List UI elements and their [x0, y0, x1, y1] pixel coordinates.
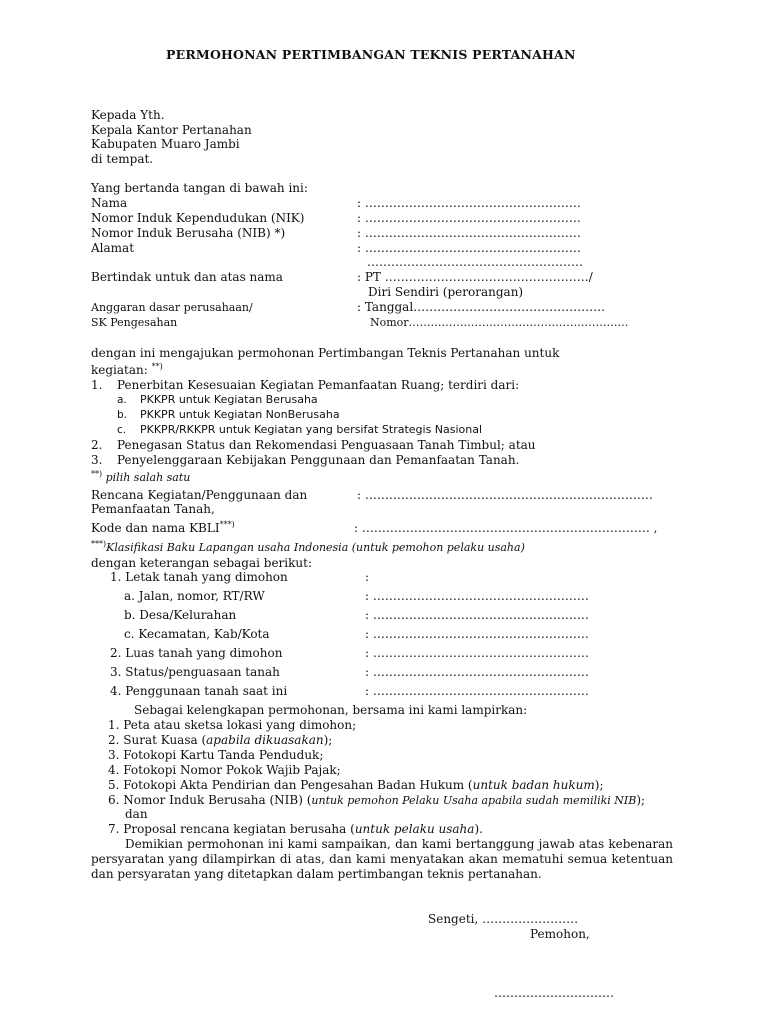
- attachments-intro: Sebagai kelengkapan permohonan, bersama ini kami lampirkan:: [134, 703, 528, 717]
- request-footnote-mark: **): [151, 362, 163, 371]
- field-label-alamat: Alamat: [91, 241, 135, 255]
- field-label-nama: Nama: [91, 196, 128, 210]
- request-subitem-c-text: PKKPR/RKKPR untuk Kegiatan yang bersifat Strategis Nasional: [140, 423, 483, 436]
- request-text-line-1: dengan ini mengajukan permohonan Pertimbangan Teknis Pertanahan untuk: [91, 346, 560, 360]
- detail-value-current-use: : ………………………………………………: [365, 684, 589, 698]
- field-value-nik: : ………………………………………………: [357, 211, 581, 225]
- plan-value: : ………………………………………………………………: [357, 488, 653, 502]
- request-footnote: **) pilih salah satu: [91, 469, 191, 484]
- document-title: PERMOHONAN PERTIMBANGAN TEKNIS PERTANAHAN: [166, 47, 576, 62]
- request-footnote-note-mark: **): [91, 469, 103, 479]
- recipient-line-1: Kepada Yth.: [91, 108, 165, 122]
- request-item-2-text: Penegasan Status dan Rekomendasi Penguasaan Tanah Timbul; atau: [117, 438, 536, 452]
- attachment-item-5: 5. Fotokopi Akta Pendirian dan Pengesahan Badan Hukum (untuk badan hukum);: [108, 778, 604, 792]
- attachment-item-2: 2. Surat Kuasa (apabila dikuasakan);: [108, 733, 333, 747]
- request-subitem-c-letter: c.: [117, 424, 127, 436]
- detail-label-village: b. Desa/Kelurahan: [124, 608, 237, 622]
- field-value-alamat: : ………………………………………………: [357, 241, 581, 255]
- signature-place-date: Sengeti, ……………………: [428, 912, 579, 926]
- signature-line: …………………………: [494, 986, 614, 1000]
- attachment-item-1: 1. Peta atau sketsa lokasi yang dimohon;: [108, 718, 357, 732]
- request-subitem-a-text: PKKPR untuk Kegiatan Berusaha: [140, 393, 318, 406]
- deed-label-1: Anggaran dasar perusahaan/: [91, 301, 253, 314]
- request-text-line-2: kegiatan: **): [91, 362, 163, 377]
- request-item-3-number: 3.: [91, 453, 103, 467]
- recipient-line-4: di tempat.: [91, 152, 154, 166]
- detail-label-status: 3. Status/penguasaan tanah: [110, 665, 280, 679]
- signature-role: Pemohon,: [530, 927, 590, 941]
- detail-value-district: : ………………………………………………: [365, 627, 589, 641]
- request-item-2-number: 2.: [91, 438, 103, 452]
- detail-label-location: 1. Letak tanah yang dimohon: [110, 570, 288, 584]
- acting-value: : PT ……………………………………………/: [357, 270, 593, 284]
- request-subitem-a-letter: a.: [117, 394, 127, 406]
- detail-label-current-use: 4. Penggunaan tanah saat ini: [110, 684, 288, 698]
- kbli-footnote-note-mark: ***): [91, 539, 107, 549]
- plan-label-line-2: Pemanfaatan Tanah,: [91, 502, 215, 516]
- detail-value-street: : ………………………………………………: [365, 589, 589, 603]
- request-subitem-b-text: PKKPR untuk Kegiatan NonBerusaha: [140, 408, 340, 421]
- attachment-item-4: 4. Fotokopi Nomor Pokok Wajib Pajak;: [108, 763, 341, 777]
- detail-value-location: :: [365, 570, 370, 584]
- kbli-label: Kode dan nama KBLI***): [91, 520, 235, 535]
- kbli-footnote: ***)Klasifikasi Baku Lapangan usaha Indonesia (untuk pemohon pelaku usaha): [91, 539, 525, 554]
- detail-label-street: a. Jalan, nomor, RT/RW: [124, 589, 265, 603]
- kbli-footnote-mark: ***): [219, 520, 235, 529]
- request-item-1-number: 1.: [91, 378, 103, 392]
- field-value-nib: : ………………………………………………: [357, 226, 581, 240]
- detail-value-village: : ………………………………………………: [365, 608, 589, 622]
- attachment-item-6-continued: dan: [125, 807, 148, 821]
- field-value-alamat-continued: ………………………………………………: [367, 255, 583, 269]
- attachment-item-7: 7. Proposal rencana kegiatan berusaha (untuk pelaku usaha).: [108, 822, 483, 836]
- deed-date: : Tanggal…………………………………………: [357, 300, 606, 314]
- request-subitem-b-letter: b.: [117, 409, 128, 421]
- field-label-nik: Nomor Induk Kependudukan (NIK): [91, 211, 305, 225]
- recipient-line-3: Kabupaten Muaro Jambi: [91, 137, 240, 151]
- detail-value-area: : ………………………………………………: [365, 646, 589, 660]
- request-item-3-text: Penyelenggaraan Kebijakan Penggunaan dan Pemanfaatan Tanah.: [117, 453, 520, 467]
- field-label-nib: Nomor Induk Berusaha (NIB) *): [91, 226, 286, 240]
- plan-label-line-1: Rencana Kegiatan/Penggunaan dan: [91, 488, 308, 502]
- signer-intro: Yang bertanda tangan di bawah ini:: [91, 181, 308, 195]
- acting-label: Bertindak untuk dan atas nama: [91, 270, 283, 284]
- acting-alternative: Diri Sendiri (perorangan): [368, 285, 524, 299]
- attachment-item-6: 6. Nomor Induk Berusaha (NIB) (untuk pemohon Pelaku Usaha apabila sudah memiliki NIB);: [108, 793, 646, 807]
- request-item-1-text: Penerbitan Kesesuaian Kegiatan Pemanfaatan Ruang; terdiri dari:: [117, 378, 520, 392]
- recipient-line-2: Kepala Kantor Pertanahan: [91, 123, 252, 137]
- kbli-value: : ……………………………………………………………… ,: [354, 521, 658, 535]
- detail-label-district: c. Kecamatan, Kab/Kota: [124, 627, 270, 641]
- detail-value-status: : ………………………………………………: [365, 665, 589, 679]
- detail-label-area: 2. Luas tanah yang dimohon: [110, 646, 283, 660]
- deed-label-2: SK Pengesahan: [91, 316, 178, 329]
- attachment-item-3: 3. Fotokopi Kartu Tanda Penduduk;: [108, 748, 324, 762]
- closing-paragraph: Demikian permohonan ini kami sampaikan, dan kami bertanggung jawab atas kebenaran persyaratan yang dilampirkan di atas, dan kami menyatakan akan mematuhi semua ketentuan dan persyaratan yang ditetapkan dalam pertimbangan teknis pertanahan.: [91, 837, 673, 881]
- details-intro: dengan keterangan sebagai berikut:: [91, 556, 312, 570]
- field-value-nama: : ………………………………………………: [357, 196, 581, 210]
- deed-number: Nomor……………………………………………………: [370, 316, 629, 329]
